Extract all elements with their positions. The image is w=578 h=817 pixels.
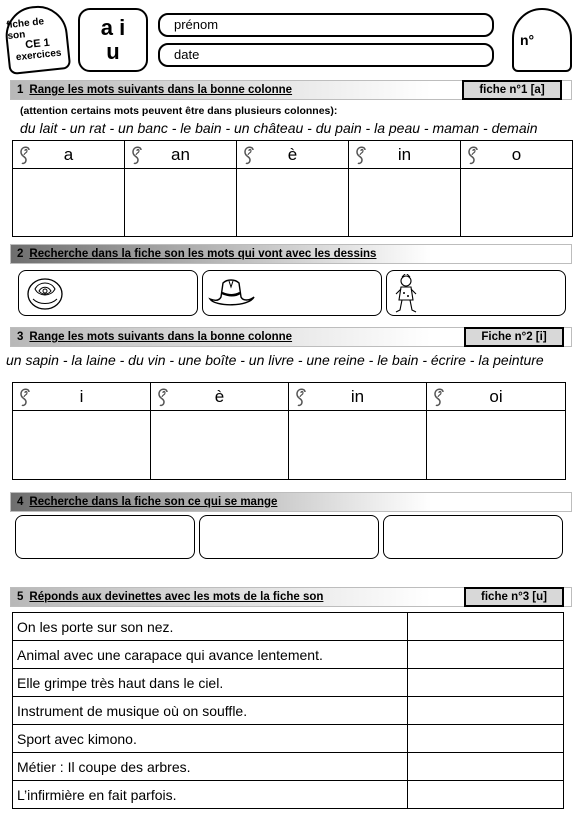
sound-column-answer-area[interactable]: [13, 411, 150, 479]
riddle-answer-cell[interactable]: [408, 613, 564, 641]
sound-column-answer-area[interactable]: [13, 169, 124, 236]
table-row: [13, 613, 564, 641]
table-row: [13, 697, 564, 725]
sound-column-answer-area[interactable]: [461, 169, 572, 236]
sound-column-label: in: [350, 386, 365, 406]
ear-icon: [155, 386, 171, 408]
date-label: date: [174, 47, 200, 62]
sound-column-answer-area[interactable]: [427, 411, 565, 479]
ear-icon: [353, 144, 369, 166]
sound-column-header: [289, 383, 426, 411]
section-4-number: 4: [17, 496, 24, 508]
clown-icon: [393, 274, 419, 314]
section-1-note: (attention certains mots peuvent être dans plusieurs colonnes):: [20, 105, 338, 117]
food-answer-box[interactable]: [383, 515, 563, 559]
sound-column-label: oi: [489, 386, 503, 406]
riddle-text: Animal avec une carapace qui avance lentement.: [13, 641, 408, 669]
riddle-text: Instrument de musique où on souffle.: [13, 697, 408, 725]
section-1-words: du lait - un rat - un banc - le bain - un château - du pain - la peau - maman - demain: [20, 120, 538, 136]
worksheet-badge: [3, 3, 72, 75]
sound-column-header: [125, 141, 236, 169]
sound-column-in: [349, 141, 461, 236]
riddle-answer-cell[interactable]: [408, 669, 564, 697]
section-3-words: un sapin - la laine - du vin - une boîte - un livre - une reine - le bain - écrire - la peinture: [6, 352, 544, 368]
date-field[interactable]: [158, 43, 494, 67]
sound-letters-line-2: u: [106, 39, 120, 64]
badge-line-1: fiche de son: [5, 16, 45, 43]
section-1-title: Range les mots suivants dans la bonne colonne: [29, 84, 293, 96]
sound-column-e-grave: [237, 141, 349, 236]
sound-column-an: [125, 141, 237, 236]
picture-box-rose[interactable]: [18, 270, 198, 316]
ear-icon: [431, 386, 447, 408]
food-answer-box[interactable]: [199, 515, 379, 559]
sound-column-answer-area[interactable]: [125, 169, 236, 236]
sound-column-header: [151, 383, 288, 411]
riddle-text: Métier : Il coupe des arbres.: [13, 753, 408, 781]
section-1-sound-table: [12, 140, 573, 237]
picture-box-clown[interactable]: [386, 270, 566, 316]
section-4-bar: [10, 492, 572, 512]
sound-column-answer-area[interactable]: [237, 169, 348, 236]
number-label: n°: [520, 32, 535, 48]
sound-column-label: an: [171, 144, 190, 164]
ear-icon: [465, 144, 481, 166]
sound-column-answer-area[interactable]: [151, 411, 288, 479]
section-2-title: Recherche dans la fiche son les mots qui vont avec les dessins: [29, 248, 377, 260]
section-2-number: 2: [17, 248, 24, 260]
riddle-answer-cell[interactable]: [408, 725, 564, 753]
sound-column-label: è: [287, 144, 298, 164]
ear-icon: [17, 386, 33, 408]
riddle-answer-cell[interactable]: [408, 697, 564, 725]
prenom-label: prénom: [174, 17, 219, 32]
riddles-table: [12, 612, 564, 809]
section-3-title: Range les mots suivants dans la bonne colonne: [29, 331, 293, 343]
sound-column-answer-area[interactable]: [349, 169, 460, 236]
riddle-answer-cell[interactable]: [408, 781, 564, 809]
ear-icon: [293, 386, 309, 408]
sound-column-i: [13, 383, 151, 479]
table-row: [13, 669, 564, 697]
sound-column-in: [289, 383, 427, 479]
section-3-fiche-tag: Fiche n°2 [i]: [464, 327, 564, 347]
table-row: [13, 641, 564, 669]
sound-column-o: [461, 141, 572, 236]
section-1-number: 1: [17, 84, 24, 96]
sound-column-header: [349, 141, 460, 169]
table-row: [13, 753, 564, 781]
sound-column-e-grave: [151, 383, 289, 479]
riddle-text: Elle grimpe très haut dans le ciel.: [13, 669, 408, 697]
sound-column-label: i: [79, 386, 84, 406]
riddle-answer-cell[interactable]: [408, 641, 564, 669]
riddle-text: On les porte sur son nez.: [13, 613, 408, 641]
picture-box-hat[interactable]: [202, 270, 382, 316]
riddle-text: L’infirmière en fait parfois.: [13, 781, 408, 809]
sound-column-oi: [427, 383, 565, 479]
sound-column-header: [237, 141, 348, 169]
cowboy-hat-icon: [207, 275, 257, 313]
sound-column-a: [13, 141, 125, 236]
section-5-number: 5: [17, 591, 24, 603]
table-row: [13, 725, 564, 753]
sound-column-header: [13, 383, 150, 411]
section-3-number: 3: [17, 331, 24, 343]
section-4-title: Recherche dans la fiche son ce qui se mange: [29, 496, 278, 508]
section-3-sound-table: [12, 382, 566, 480]
number-box[interactable]: [512, 8, 572, 72]
rose-icon: [25, 275, 65, 313]
food-answer-box[interactable]: [15, 515, 195, 559]
ear-icon: [17, 144, 33, 166]
prenom-field[interactable]: [158, 13, 494, 37]
section-1-fiche-tag: fiche n°1 [a]: [462, 80, 562, 100]
sound-column-answer-area[interactable]: [289, 411, 426, 479]
table-row: [13, 781, 564, 809]
section-5-fiche-tag: fiche n°3 [u]: [464, 587, 564, 607]
sound-column-label: o: [511, 144, 522, 164]
sound-letters-box: [78, 8, 148, 72]
ear-icon: [129, 144, 145, 166]
badge-line-3: exercices: [15, 47, 62, 64]
sound-column-header: [427, 383, 565, 411]
sound-column-label: a: [63, 144, 74, 164]
riddle-answer-cell[interactable]: [408, 753, 564, 781]
sound-letters-line-1: a i: [100, 15, 126, 40]
sound-column-label: è: [214, 386, 225, 406]
sound-column-header: [13, 141, 124, 169]
riddle-text: Sport avec kimono.: [13, 725, 408, 753]
badge-line-2: CE 1: [24, 36, 51, 52]
section-5-title: Réponds aux devinettes avec les mots de la fiche son: [29, 591, 324, 603]
sound-column-header: [461, 141, 572, 169]
section-2-bar: [10, 244, 572, 264]
ear-icon: [241, 144, 257, 166]
sound-column-label: in: [397, 144, 412, 164]
